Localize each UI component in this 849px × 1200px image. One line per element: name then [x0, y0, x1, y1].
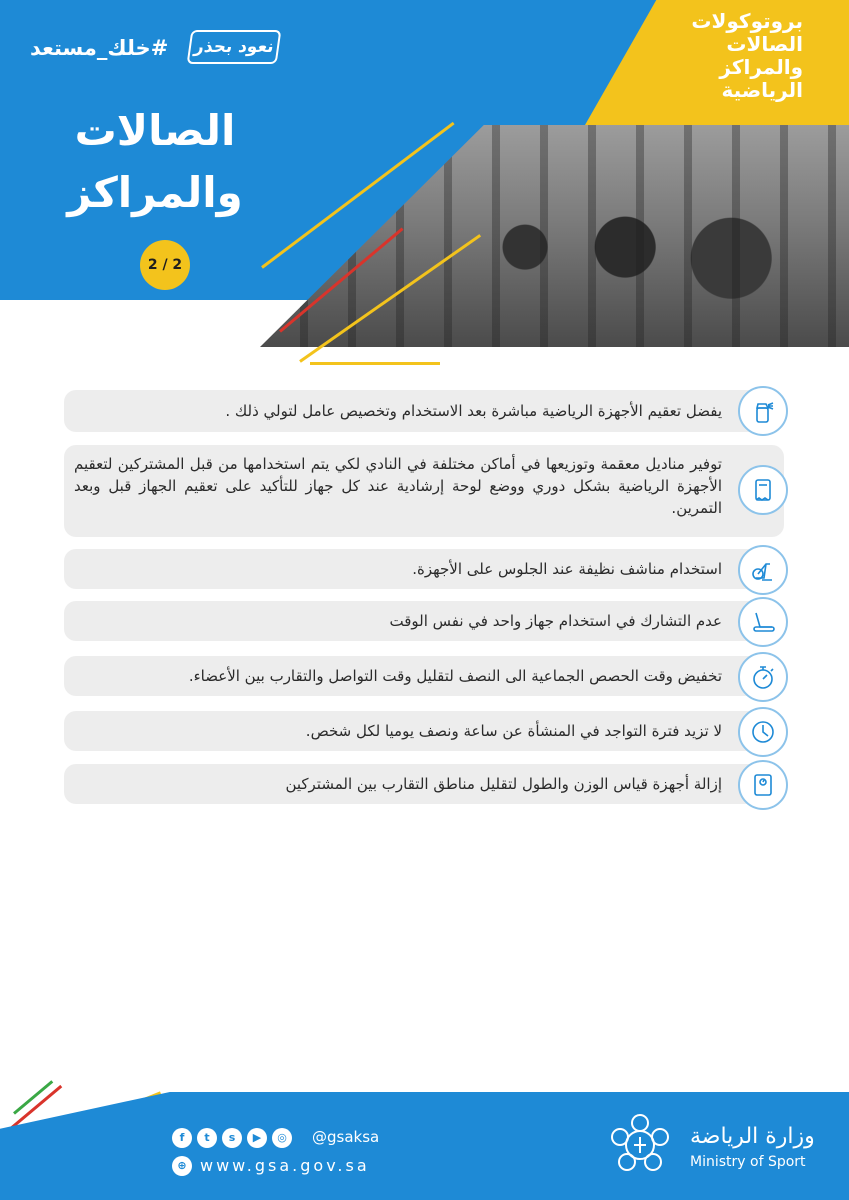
- social-icons: [172, 1128, 292, 1148]
- campaign-logo: نعود بحذر: [187, 30, 282, 64]
- list-item-icon-circle: [738, 597, 788, 647]
- list-item-icon-circle: [738, 760, 788, 810]
- list-item: [64, 390, 784, 432]
- ministry-name-en: Ministry of Sport: [690, 1154, 806, 1170]
- spray-bottle-icon: [748, 396, 778, 426]
- twitter-icon[interactable]: t: [197, 1128, 217, 1148]
- corner-title: [691, 10, 803, 102]
- list-item: [64, 656, 784, 696]
- facebook-icon[interactable]: f: [172, 1128, 192, 1148]
- list-item: [64, 601, 784, 641]
- social-handle[interactable]: @gsaksa: [312, 1128, 380, 1146]
- ministry-emblem-icon: [605, 1110, 675, 1180]
- list-item-text: توفير مناديل معقمة وتوزيعها في أماكن مختلفة في النادي لكي يتم استخدامها من قبل المشتركين لتعقيم الأجهزة الرياضية بشكل دوري ووضع لوحة إرشادية عند كل جهاز للتأكيد على تعقيم الجهاز قبل وبعد التمرين.: [74, 455, 722, 517]
- list-item-text: استخدام مناشف نظيفة عند الجلوس على الأجهزة.: [412, 560, 722, 578]
- list-item: [64, 711, 784, 751]
- globe-icon: ⊕: [172, 1156, 192, 1176]
- clock-icon: [748, 717, 778, 747]
- list-item-text: يفضل تعقيم الأجهزة الرياضية مباشرة بعد الاستخدام وتخصيص عامل لتولي ذلك .: [225, 402, 722, 420]
- corner-title-line: الرياضية: [721, 78, 803, 102]
- campaign-hashtag: #خلك_مستعد: [30, 36, 169, 60]
- list-item: [64, 549, 784, 589]
- page-title-line: الصالات: [74, 106, 236, 155]
- corner-title-line: الصالات: [726, 32, 803, 56]
- list-item: [64, 764, 784, 804]
- list-item-icon-circle: [738, 465, 788, 515]
- list-item-icon-circle: [738, 652, 788, 702]
- snapchat-icon[interactable]: s: [222, 1128, 242, 1148]
- corner-title-line: والمراكز: [719, 55, 803, 79]
- youtube-icon[interactable]: ▶: [247, 1128, 267, 1148]
- scale-icon: [748, 770, 778, 800]
- list-item-icon-circle: [738, 545, 788, 595]
- list-item-text: تخفيض وقت الحصص الجماعية الى النصف لتقليل وقت التواصل والتقارب بين الأعضاء.: [188, 667, 722, 685]
- list-item-icon-circle: [738, 386, 788, 436]
- page-title-line: والمراكز: [67, 168, 243, 217]
- ministry-name-ar: وزارة الرياضة: [690, 1124, 815, 1149]
- tissue-roll-icon: [748, 475, 778, 505]
- list-item-text: لا تزيد فترة التواجد في المنشأة عن ساعة ونصف يوميا لكل شخص.: [305, 722, 722, 740]
- list-item-text: عدم التشارك في استخدام جهاز واحد في نفس الوقت: [389, 612, 722, 630]
- treadmill-icon: [748, 607, 778, 637]
- list-item-text: إزالة أجهزة قياس الوزن والطول لتقليل مناطق التقارب بين المشتركين: [285, 775, 722, 793]
- list-item-icon-circle: [738, 707, 788, 757]
- instagram-icon[interactable]: ◎: [272, 1128, 292, 1148]
- exercise-bike-icon: [748, 555, 778, 585]
- list-item: [64, 445, 784, 537]
- page-number-badge: 2 / 2: [140, 240, 190, 290]
- stopwatch-icon: [748, 662, 778, 692]
- website-link[interactable]: www.gsa.gov.sa: [200, 1156, 370, 1175]
- decor-stripe-yellow: [310, 362, 440, 365]
- page-title: [40, 100, 270, 224]
- corner-title-line: بروتوكولات: [691, 9, 803, 33]
